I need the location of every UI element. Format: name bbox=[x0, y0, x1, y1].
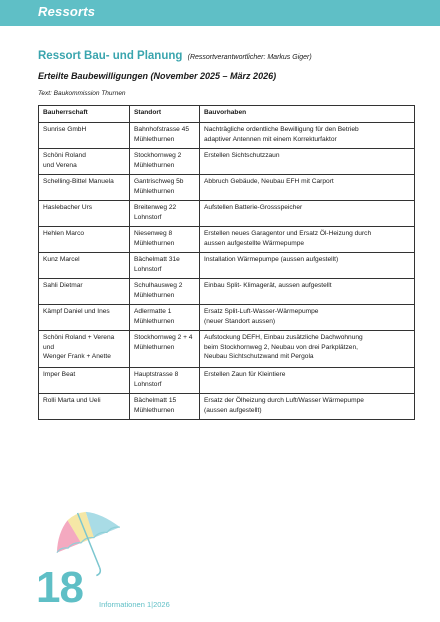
cell-location bbox=[130, 175, 200, 201]
cell-line: Schöni Roland + Verena bbox=[43, 334, 115, 341]
table-row bbox=[39, 123, 415, 149]
cell-line: Sunrise GmbH bbox=[43, 126, 87, 133]
cell-owner bbox=[39, 149, 130, 175]
cell-line: Lohnstorf bbox=[134, 380, 162, 388]
cell-line: (aussen aufgestellt) bbox=[204, 406, 262, 414]
cell-line: Mühlethurnen bbox=[134, 317, 175, 325]
cell-project bbox=[200, 368, 415, 394]
cell-project bbox=[200, 123, 415, 149]
cell-location bbox=[130, 279, 200, 305]
table-row bbox=[39, 201, 415, 227]
cell-project bbox=[200, 149, 415, 175]
cell-line: Ersatz der Ölheizung durch Luft/Wasser Wärmepumpe bbox=[204, 397, 364, 404]
column-header-owner: Bauherrschaft bbox=[39, 106, 130, 123]
cell-line: aussen aufgestellte Wärmepumpe bbox=[204, 239, 305, 247]
cell-line: Gantrischweg 5b bbox=[134, 178, 184, 185]
cell-line: Installation Wärmepumpe (aussen aufgestellt) bbox=[204, 256, 339, 263]
cell-line: Lohnstorf bbox=[134, 213, 162, 221]
cell-line: Neubau Sichtschutzwand mit Pergola bbox=[204, 353, 314, 360]
cell-project bbox=[200, 227, 415, 253]
cell-line: Nachträgliche ordentliche Bewilligung für den Betrieb bbox=[204, 126, 359, 133]
cell-project bbox=[200, 201, 415, 227]
cell-project bbox=[200, 331, 415, 368]
cell-location bbox=[130, 149, 200, 175]
cell-line: Abbruch Gebäude, Neubau EFH mit Carport bbox=[204, 178, 334, 185]
cell-line: Mühlethurnen bbox=[134, 161, 175, 169]
cell-location bbox=[130, 123, 200, 149]
cell-line: Adlermatte 1 bbox=[134, 308, 172, 315]
cell-line: (neuer Standort aussen) bbox=[204, 317, 276, 325]
cell-line: und Verena bbox=[43, 161, 77, 169]
cell-line: Lohnstorf bbox=[134, 265, 162, 273]
cell-location bbox=[130, 253, 200, 279]
cell-owner bbox=[39, 175, 130, 201]
cell-line: Sahli Dietmar bbox=[43, 282, 83, 289]
issue-label: Informationen 1|2026 bbox=[99, 600, 170, 609]
cell-line: Imper Beat bbox=[43, 371, 76, 378]
cell-line: Ersatz Split-Luft-Wasser-Wärmepumpe bbox=[204, 308, 319, 315]
table-row bbox=[39, 368, 415, 394]
cell-location bbox=[130, 227, 200, 253]
table-row bbox=[39, 253, 415, 279]
cell-location bbox=[130, 331, 200, 368]
cell-line: adaptiver Antennen mit einem Korrekturfaktor bbox=[204, 135, 337, 143]
section-title-text: Ressort Bau- und Planung bbox=[38, 50, 183, 62]
cell-line: Erstellen Sichtschutzzaun bbox=[204, 152, 280, 159]
cell-owner bbox=[39, 201, 130, 227]
table-row bbox=[39, 175, 415, 201]
cell-line: Aufstellen Batterie-Grossspeicher bbox=[204, 204, 303, 211]
cell-line: Aufstockung DEFH, Einbau zusätzliche Dachwohnung bbox=[204, 334, 363, 341]
cell-line: Stockhornweg 2 + 4 bbox=[134, 334, 193, 341]
cell-line: Kämpf Daniel und Ines bbox=[43, 308, 110, 315]
cell-owner bbox=[39, 394, 130, 420]
cell-owner bbox=[39, 279, 130, 305]
table-header-row bbox=[39, 106, 415, 123]
header-band bbox=[0, 0, 440, 26]
cell-line: Erstellen Zaun für Kleintiere bbox=[204, 371, 286, 378]
cell-line: beim Stockhornweg 2, Neubau von drei Parkplätzen, bbox=[204, 343, 358, 351]
cell-line: und bbox=[43, 343, 55, 351]
header-label: Ressorts bbox=[38, 4, 96, 19]
cell-line: Erstellen neues Garagentor und Ersatz Öl-Heizung durch bbox=[204, 230, 372, 237]
cell-project bbox=[200, 305, 415, 331]
column-header-project: Bauvorhaben bbox=[200, 106, 415, 123]
table-row bbox=[39, 305, 415, 331]
cell-line: Bächelmatt 31e bbox=[134, 256, 180, 263]
subtitle: Erteilte Baubewilligungen (November 2025 – März 2026) bbox=[38, 71, 277, 81]
cell-line: Mühlethurnen bbox=[134, 187, 175, 195]
cell-line: Niesenweg 8 bbox=[134, 230, 173, 237]
cell-line: Wenger Frank + Anette bbox=[43, 353, 111, 360]
cell-line: Mühlethurnen bbox=[134, 406, 175, 414]
cell-line: Hauptstrasse 8 bbox=[134, 371, 179, 378]
table-row bbox=[39, 149, 415, 175]
cell-line: Bächelmatt 15 bbox=[134, 397, 177, 404]
cell-owner bbox=[39, 253, 130, 279]
cell-location bbox=[130, 201, 200, 227]
cell-line: Schelling-Bittel Manuela bbox=[43, 178, 114, 185]
cell-location bbox=[130, 368, 200, 394]
cell-line: Bahnhofstrasse 45 bbox=[134, 126, 189, 133]
column-header-location: Standort bbox=[130, 106, 200, 123]
cell-line: Einbau Split- Klimagerät, aussen aufgestellt bbox=[204, 282, 332, 289]
byline: Text: Baukommission Thurnen bbox=[38, 90, 126, 97]
cell-line: Mühlethurnen bbox=[134, 239, 175, 247]
cell-project bbox=[200, 253, 415, 279]
cell-location bbox=[130, 305, 200, 331]
cell-project bbox=[200, 279, 415, 305]
cell-project bbox=[200, 175, 415, 201]
cell-line: Hehlen Marco bbox=[43, 230, 85, 237]
cell-line: Mühlethurnen bbox=[134, 135, 175, 143]
cell-line: Kunz Marcel bbox=[43, 256, 80, 263]
cell-owner bbox=[39, 368, 130, 394]
cell-line: Rolli Marta und Ueli bbox=[43, 397, 101, 404]
cell-line: Schulhausweg 2 bbox=[134, 282, 183, 289]
cell-location bbox=[130, 394, 200, 420]
cell-owner bbox=[39, 305, 130, 331]
cell-owner bbox=[39, 123, 130, 149]
permits-table bbox=[38, 105, 415, 420]
table-row bbox=[39, 227, 415, 253]
section-responsible: (Ressortverantwortlicher: Markus Giger) bbox=[187, 54, 312, 61]
cell-project bbox=[200, 394, 415, 420]
cell-owner bbox=[39, 331, 130, 368]
page-number: 18 bbox=[36, 563, 83, 612]
cell-line: Mühlethurnen bbox=[134, 343, 175, 351]
cell-line: Stockhornweg 2 bbox=[134, 152, 182, 159]
section-title bbox=[38, 50, 428, 62]
cell-line: Breitenweg 22 bbox=[134, 204, 177, 211]
table-row bbox=[39, 394, 415, 420]
table-row bbox=[39, 331, 415, 368]
cell-line: Schöni Roland bbox=[43, 152, 86, 159]
table-row bbox=[39, 279, 415, 305]
cell-owner bbox=[39, 227, 130, 253]
cell-line: Mühlethurnen bbox=[134, 291, 175, 299]
cell-line: Haslebacher Urs bbox=[43, 204, 93, 211]
